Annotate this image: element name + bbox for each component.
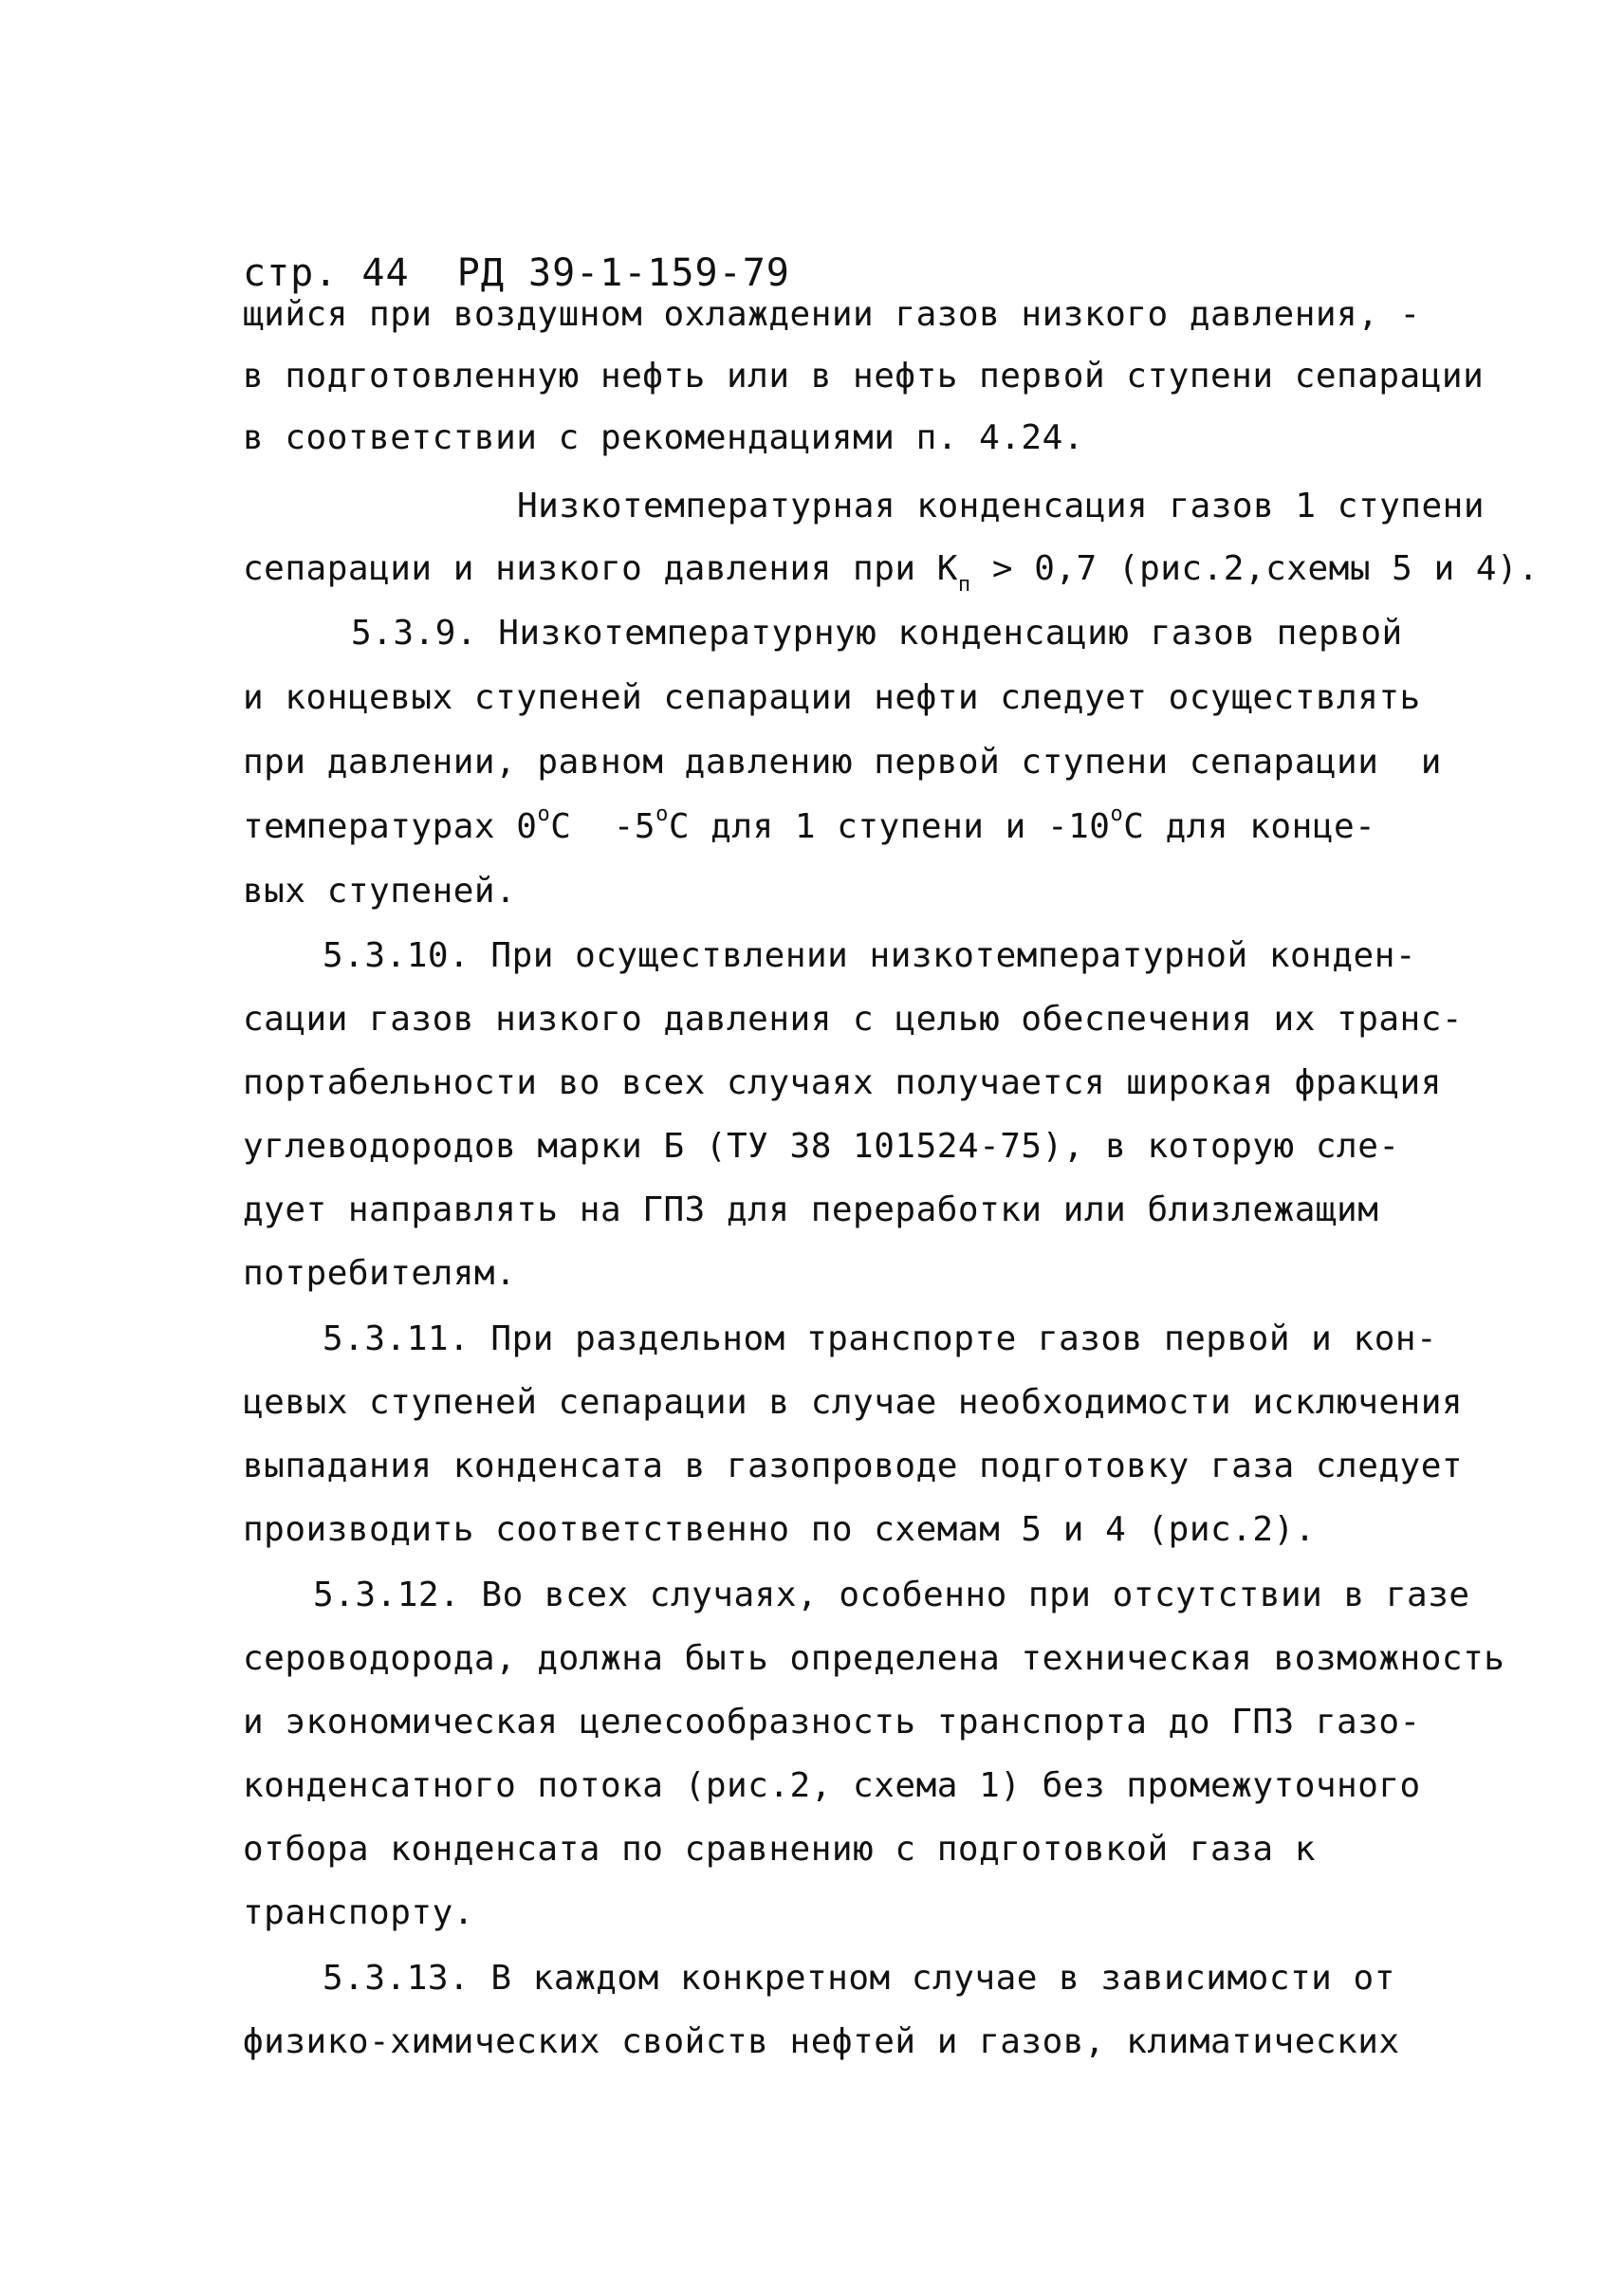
page-header: стр. 44 РД 39-1-159-79 <box>243 251 790 295</box>
text-line: потребителям. <box>243 1254 517 1293</box>
paragraph-5-3-12: 5.3.12. Во всех случаях, особенно при отсутствии в газе <box>313 1576 1470 1614</box>
text-line: при давлении, равном давлению первой ступени сепарации и <box>243 743 1442 782</box>
paragraph-5-3-9: 5.3.9. Низкотемпературную конденсацию газов первой <box>351 614 1403 653</box>
text-line: сепарации и низкого давления при $К_п > 0,7$ (рис.2,схемы 5 и 4). <box>243 549 1540 597</box>
paragraph-5-3-11: 5.3.11. При раздельном транспорте газов первой и кон- <box>323 1319 1438 1358</box>
text-line: конденсатного потока (рис.2, схема 1) без промежуточного <box>243 1766 1421 1805</box>
text-line: производить соответственно по схемам 5 и 4 (рис.2). <box>243 1510 1316 1549</box>
text-line: сации газов низкого давления с целью обеспечения их транс- <box>243 1000 1464 1039</box>
text-line: транспорту. <box>243 1893 474 1932</box>
text-line: цевых ступеней сепарации в случае необходимости исключения <box>243 1383 1464 1422</box>
text-line: вых ступеней. <box>243 872 517 911</box>
paragraph-5-3-13: 5.3.13. В каждом конкретном случае в зависимости от <box>323 1959 1395 1998</box>
text-line: дует направлять на ГПЗ для переработки или близлежащим <box>243 1190 1379 1229</box>
text-line: в подготовленную нефть или в нефть первой ступени сепарации <box>243 357 1485 396</box>
text-line: щийся при воздушном охлаждении газов низкого давления, - <box>243 295 1421 334</box>
text-line: физико-химических свойств нефтей и газов, климатических <box>243 2022 1400 2061</box>
text-line: в соответствии с рекомендациями п. 4.24. <box>243 418 1084 457</box>
text-line: выпадания конденсата в газопроводе подготовку газа следует <box>243 1447 1464 1485</box>
text-line: и экономическая целесообразность транспорта до ГПЗ газо- <box>243 1703 1421 1742</box>
text-line: портабельности во всех случаях получается широкая фракция <box>243 1063 1442 1102</box>
paragraph-5-3-10: 5.3.10. При осуществлении низкотемпературной конден- <box>323 936 1417 975</box>
section-heading: Низкотемпературная конденсация газов 1 ступени <box>517 487 1485 525</box>
text-line: углеводородов марки Б (ТУ 38 101524-75), в которую сле- <box>243 1127 1400 1166</box>
text-line: температурах $0^оС$ $-5^оС$ для 1 ступени и $-10^оС$ для конце- <box>243 802 1376 846</box>
text-line: отбора конденсата по сравнению с подготовкой газа к <box>243 1830 1316 1869</box>
text-line: и концевых ступеней сепарации нефти следует осуществлять <box>243 678 1421 717</box>
text-line: сероводорода, должна быть определена техническая возможность <box>243 1639 1505 1678</box>
